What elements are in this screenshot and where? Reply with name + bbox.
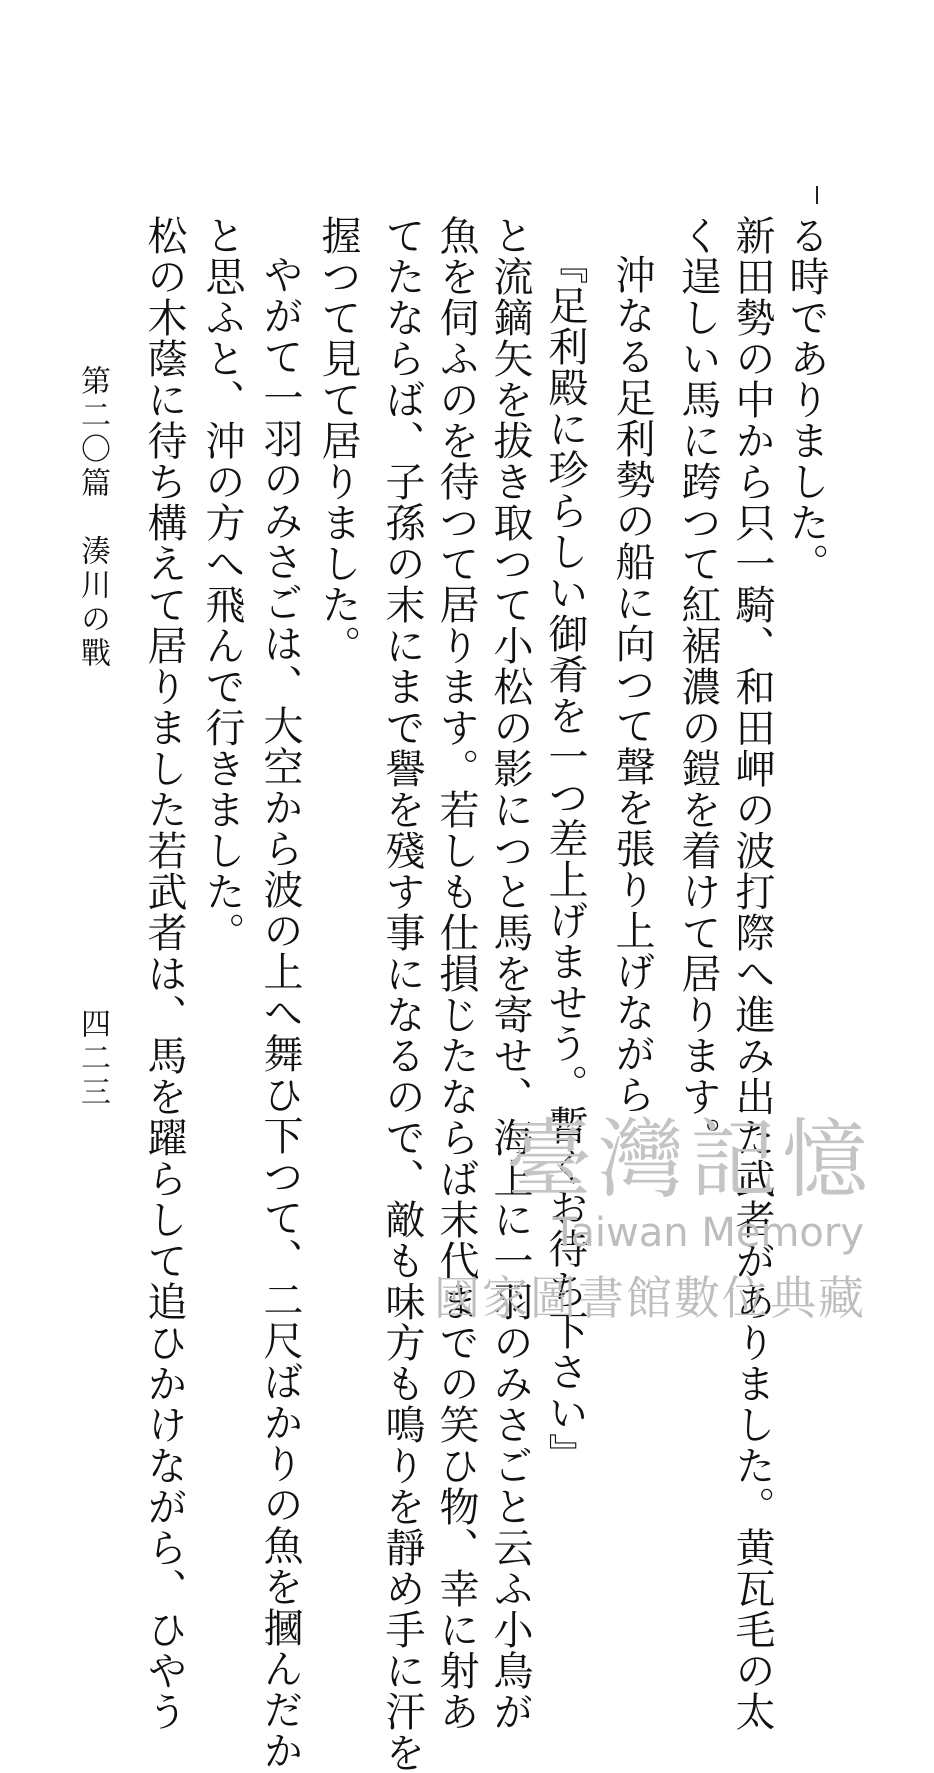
text-column: てたならば、子孫の末にまで譽を殘す事になるので、敵も味方も鳴りを靜め手に汗を <box>379 215 425 1773</box>
text-column: やがて一羽のみさごは、大空から波の上へ舞ひ下つて、二尺ばかりの魚を摑んだか <box>257 254 303 1771</box>
watermark-subtitle: 國家圖書館數位典藏 <box>434 1271 866 1325</box>
text-column: 握つて見て居りました。 <box>315 215 361 666</box>
running-header: 第二〇篇 湊川の戰 <box>75 365 110 671</box>
page-number: 四二三 <box>75 1008 110 1110</box>
watermark-logo: 臺灣記憶 <box>506 1110 874 1210</box>
text-column: 新田勢の中から只一騎、和田岬の波打際へ進み出た武者がありました。黄瓦毛の太 <box>729 215 775 1732</box>
text-column: と思ふと、沖の方へ飛んで行きました。 <box>199 215 245 953</box>
text-column: る時でありました。 <box>783 215 829 584</box>
text-column: 魚を伺ふのを待つて居ります。若しも仕損じたならば末代までの笑ひ物、幸に射あ <box>433 215 479 1732</box>
text-column: 『足利殿に珍らしい御肴を一つ差上げませう。暫くお待ち下さい』 <box>542 244 588 1474</box>
text-column: 沖なる足利勢の船に向つて聲を張り上げながら <box>609 254 655 1115</box>
text-column: と流鏑矢を拔き取つて小松の影につと馬を寄せ、海上に一羽のみさごと云ふ小鳥が <box>487 215 533 1732</box>
watermark-english: Taiwan Memory <box>552 1210 864 1256</box>
column-mark <box>816 186 818 204</box>
text-column: 松の木蔭に待ち構えて居りました若武者は、馬を躍らして追ひかけながら、ひやう <box>141 215 187 1732</box>
text-column: く逞しい馬に跨つて紅裾濃の鎧を着けて居ります。 <box>675 215 721 1158</box>
